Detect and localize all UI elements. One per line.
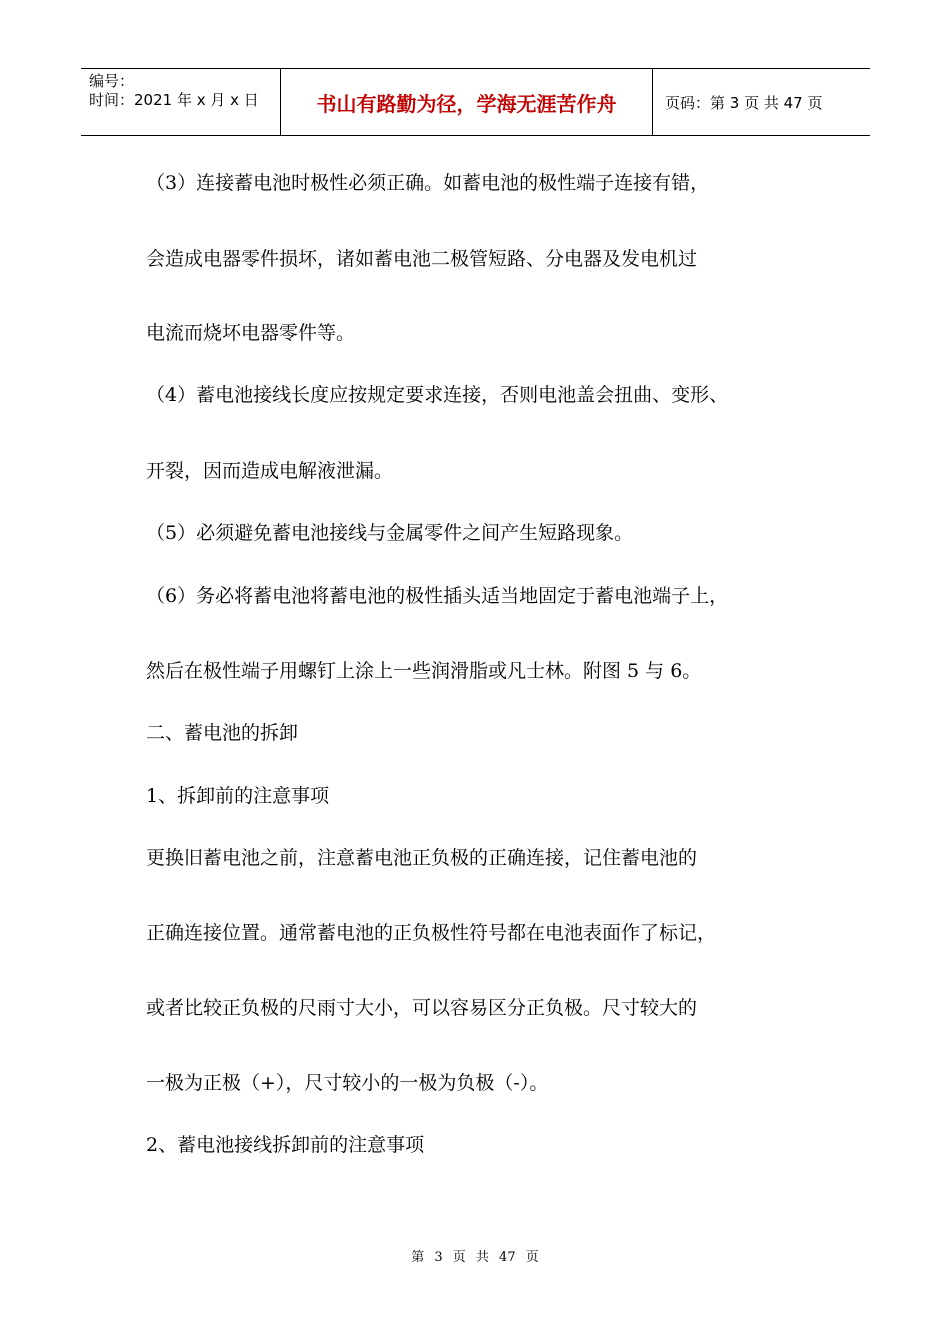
header-page-info: 页码：第 3 页 共 47 页 [665,93,823,112]
body-line: 更换旧蓄电池之前，注意蓄电池正负极的正确连接，记住蓄电池的 [146,847,698,869]
subsection-heading: 1、拆卸前的注意事项 [146,785,330,807]
body-line: （3）连接蓄电池时极性必须正确。如蓄电池的极性端子连接有错， [146,172,710,194]
body-line: （4）蓄电池接线长度应按规定要求连接，否则电池盖会扭曲、变形、 [146,384,729,406]
body-line: 会造成电器零件损坏，诸如蓄电池二极管短路、分电器及发电机过 [146,248,698,270]
body-line: 一极为正极（+），尺寸较小的一极为负极（-）。 [146,1072,549,1094]
body-line: 然后在极性端子用螺钉上涂上一些润滑脂或凡士林。附图 5 与 6。 [146,660,702,682]
header-meta-cell [81,69,281,135]
document-header [81,68,870,136]
body-line: （5）必须避免蓄电池接线与金属零件之间产生短路现象。 [146,522,634,544]
body-line: 或者比较正负极的尺雨寸大小，可以容易区分正负极。尺寸较大的 [146,997,698,1019]
document-date-label: 时间：2021 年 x 月 x 日 [89,91,259,109]
body-line: 开裂，因而造成电解液泄漏。 [146,460,394,482]
body-line: 正确连接位置。通常蓄电池的正负极性符号都在电池表面作了标记， [146,922,717,944]
section-heading: 二、蓄电池的拆卸 [146,722,299,744]
document-number-label: 编号： [89,72,135,90]
page-footer: 第 3 页 共 47 页 [411,1250,539,1265]
subsection-heading: 2、蓄电池接线拆卸前的注意事项 [146,1134,425,1156]
header-motto: 书山有路勤为径，学海无涯苦作舟 [281,69,653,135]
body-line: 电流而烧坏电器零件等。 [146,322,356,344]
body-line: （6）务必将蓄电池将蓄电池的极性插头适当地固定于蓄电池端子上， [146,585,729,607]
